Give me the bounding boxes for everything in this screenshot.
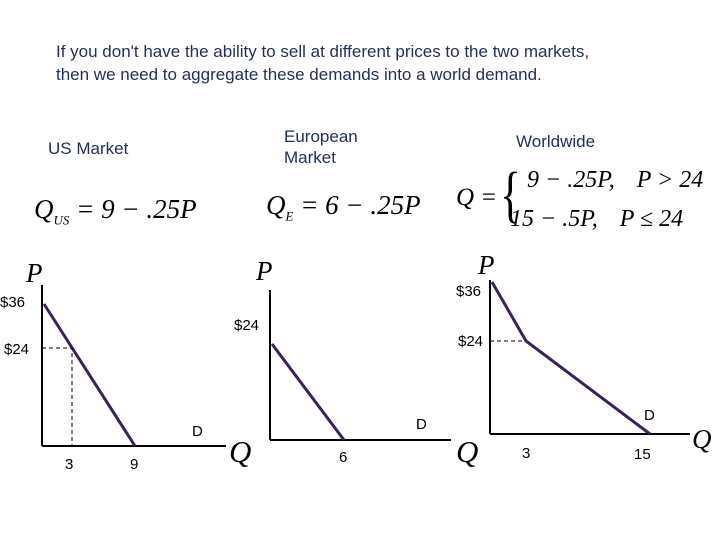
us-q-tick-3: 3 bbox=[65, 456, 74, 473]
eu-q-tick-6: 6 bbox=[339, 449, 348, 466]
eu-eq-rhs: = 6 − .25P bbox=[300, 190, 421, 220]
us-market-title: US Market bbox=[48, 139, 129, 158]
world-graph bbox=[456, 250, 712, 469]
world-q-tick-3: 3 bbox=[522, 445, 531, 462]
eu-p-axis-label: P bbox=[256, 256, 273, 286]
eu-eq-lhs: Q bbox=[266, 190, 286, 220]
world-eq-lhs: Q = bbox=[456, 184, 498, 211]
us-dashed-guide bbox=[42, 348, 72, 446]
us-eq-sub: US bbox=[53, 212, 70, 228]
us-p-tick-36: $36 bbox=[0, 294, 26, 311]
eu-title-line-2: Market bbox=[284, 148, 336, 167]
us-eq-lhs: Q bbox=[34, 194, 54, 224]
world-demand-curve bbox=[492, 282, 650, 434]
us-q-tick-9: 9 bbox=[130, 456, 139, 473]
us-demand-curve bbox=[44, 304, 135, 446]
world-p-tick-36: $36 bbox=[456, 283, 482, 300]
world-p-axis-label: P bbox=[478, 250, 495, 280]
eu-q-axis-label: Q bbox=[456, 434, 479, 469]
world-q-tick-15: 15 bbox=[634, 446, 651, 463]
world-case1-expr: 9 − .25P, bbox=[527, 167, 615, 193]
eu-demand-curve bbox=[272, 344, 344, 440]
left-brace-icon: { bbox=[500, 161, 521, 229]
eu-p-tick-24: $24 bbox=[234, 317, 260, 334]
us-graph bbox=[0, 258, 251, 473]
eu-graph bbox=[234, 256, 451, 466]
world-demand-label: D bbox=[644, 407, 655, 424]
eu-title-line-1: European bbox=[284, 127, 358, 146]
intro-line-1: If you don't have the ability to sell at different prices to the two markets, bbox=[56, 42, 590, 61]
us-p-axis-label: P bbox=[26, 258, 43, 288]
world-case2-cond: P ≤ 24 bbox=[619, 206, 684, 232]
eu-demand-label: D bbox=[416, 416, 427, 433]
eu-eq-sub: E bbox=[285, 208, 294, 224]
world-case2-expr: 15 − .5P, bbox=[510, 206, 598, 232]
us-eq-rhs: = 9 − .25P bbox=[76, 194, 197, 224]
intro-line-2: then we need to aggregate these demands into a world demand. bbox=[56, 65, 542, 84]
world-p-tick-24: $24 bbox=[458, 333, 484, 350]
world-case1-cond: P > 24 bbox=[636, 167, 704, 193]
us-demand-label: D bbox=[192, 423, 203, 440]
worldwide-title: Worldwide bbox=[516, 132, 596, 151]
us-q-axis-label: Q bbox=[229, 434, 252, 469]
us-p-tick-24: $24 bbox=[4, 341, 30, 358]
world-q-axis-label: Q bbox=[692, 424, 712, 454]
